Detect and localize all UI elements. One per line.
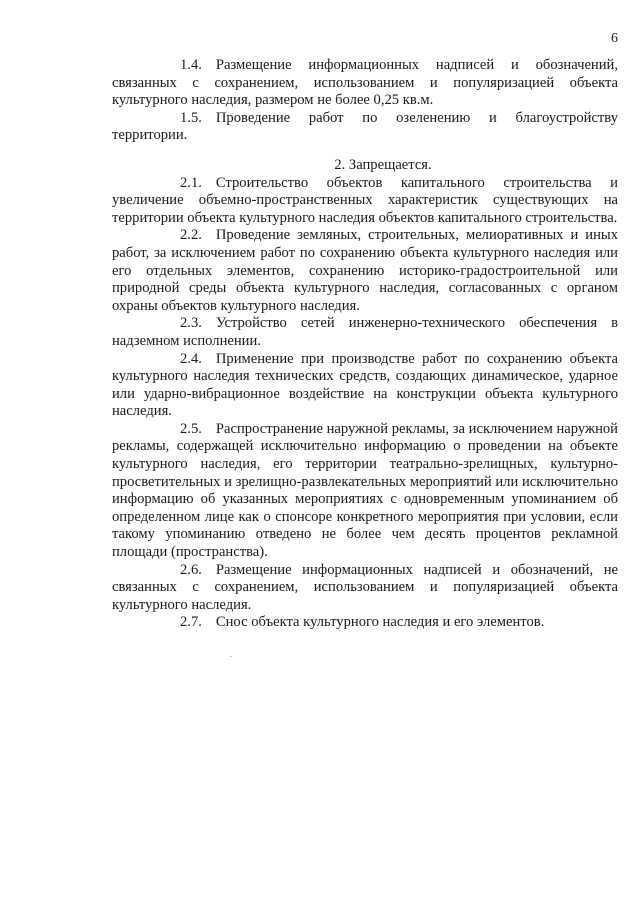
clause-number: 2.7. (180, 614, 202, 631)
clause-number: 2.5. (180, 420, 202, 437)
scan-speck (230, 656, 232, 657)
clause-text: Проведение земляных, строительных, мелиоративных и иных работ, за исключением работ по сохранению объекта культурного наследия или его отдельных элементов, сохранению историко-градостроительной или природной среды объекта культурного наследия, согласованных с органом охраны объектов культурного наследия. (112, 227, 618, 314)
clause-1-4 (112, 57, 618, 110)
clause-text: Размещение информационных надписей и обозначений, не связанных с сохранением, использованием и популяризацией объекта культурного наследия. (112, 561, 618, 613)
clause-text: Проведение работ по озеленению и благоустройству территории. (112, 109, 618, 144)
clause-2-4 (112, 351, 618, 421)
section-heading: 2. Запрещается. (334, 156, 432, 173)
clause-2-6 (112, 562, 618, 615)
page-number: 6 (611, 31, 618, 46)
clause-text: Снос объекта культурного наследия и его элементов. (215, 614, 545, 631)
clause-text: Размещение информационных надписей и обозначений, связанных с сохранением, использованием и популяризацией объекта культурного наследия, размером не более 0,25 кв.м. (112, 57, 618, 109)
clause-number: 1.5. (180, 109, 202, 126)
clause-2-7 (112, 614, 618, 632)
clause-number: 2.1. (180, 174, 202, 191)
clause-number: 2.4. (180, 350, 202, 367)
clause-text: Устройство сетей инженерно-технического обеспечения в надземном исполнении. (112, 315, 618, 349)
clause-number: 1.4. (180, 57, 202, 73)
clause-number: 2.3. (180, 315, 202, 332)
clause-number: 2.2. (180, 227, 202, 244)
clause-text: Распространение наружной рекламы, за исключением наружной рекламы, содержащей исключительно информацию о проведении на объекте культурного наследия, его территории театрально-зрелищных, культурно-просветительных и зрелищно-развлекательных мероприятий или исключительно информацию об указанных мероприятиях с одновременным упоминанием об определенном лице как о спонсоре конкретного мероприятия при условии, если такому упоминанию отведено не более чем десять процентов рекламной площади (пространства). (112, 420, 618, 561)
clause-1-5 (112, 110, 618, 145)
clause-number: 2.6. (180, 561, 202, 578)
document-body (112, 57, 618, 632)
clause-2-1 (112, 175, 618, 228)
clause-text: Строительство объектов капитального строительства и увеличение объемно-пространственных характеристик существующих на территории объекта культурного наследия объектов капитального строительства. (112, 174, 618, 226)
clause-2-5 (112, 421, 618, 562)
clause-2-2 (112, 227, 618, 315)
clause-text: Применение при производстве работ по сохранению объекта культурного наследия технических средств, создающих динамическое, ударное или ударно-вибрационное воздействие на конструкции объекта культурного наследия. (112, 350, 618, 420)
clause-2-3 (112, 315, 618, 350)
